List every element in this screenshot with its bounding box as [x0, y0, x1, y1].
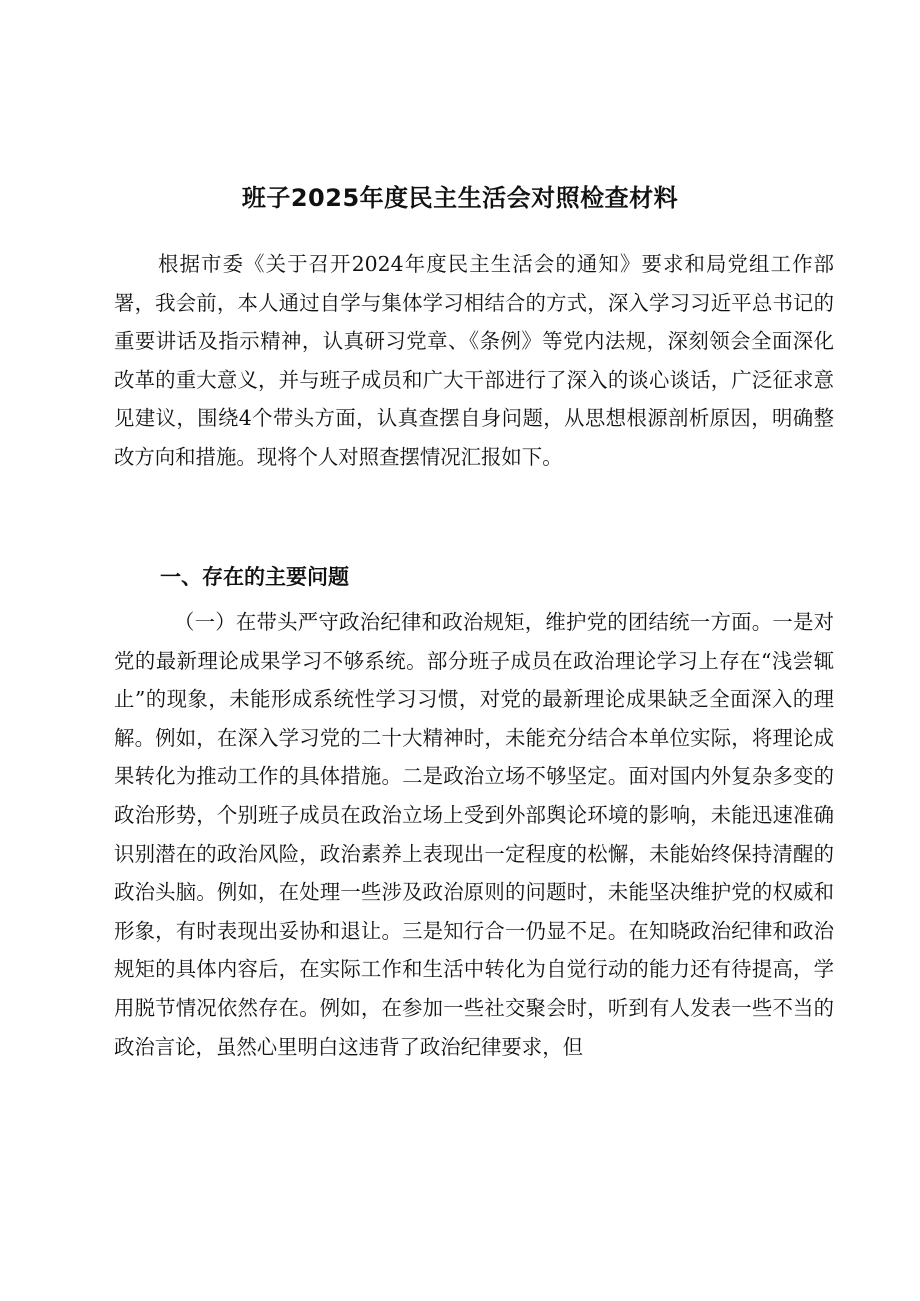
intro-paragraph: 根据市委《关于召开2024年度民主生活会的通知》要求和局党组工作部署，我会前，本人通过自学与集体学习相结合的方式，深入学习习近平总书记的重要讲话及指示精神，认真研习党章、《条例》等党内法规，深刻领会全面深化改革的重大意义，并与班子成员和广大干部进行了深入的谈心谈话，广泛征求意见建议，围绕4个带头方面，认真查摆自身问题，从思想根源剖析原因，明确整改方向和措施。现将个人对照查摆情况汇报如下。 — [114, 252, 834, 469]
section-heading: 一、存在的主要问题 — [160, 565, 349, 589]
document-title: 班子2025年度民主生活会对照检查材料 — [241, 184, 679, 213]
section-paragraph: （一）在带头严守政治纪律和政治规矩，维护党的团结统一方面。一是对党的最新理论成果学习不够系统。部分班子成员在政治理论学习上存在“浅尝辄止”的现象，未能形成系统性学习习惯，对党的最新理论成果缺乏全面深入的理解。例如，在深入学习党的二十大精神时，未能充分结合本单位实际，将理论成果转化为推动工作的具体措施。二是政治立场不够坚定。面对国内外复杂多变的政治形势，个别班子成员在政治立场上受到外部舆论环境的影响，未能迅速准确识别潜在的政治风险，政治素养上表现出一定程度的松懈，未能始终保持清醒的政治头脑。例如，在处理一些涉及政治原则的问题时，未能坚决维护党的权威和形象，有时表现出妥协和退让。三是知行合一仍显不足。在知晓政治纪律和政治规矩的具体内容后，在实际工作和生活中转化为自觉行动的能力还有待提高，学用脱节情况依然存在。例如，在参加一些社交聚会时，听到有人发表一些不当的政治言论，虽然心里明白这违背了政治纪律要求，但 — [114, 610, 834, 1059]
